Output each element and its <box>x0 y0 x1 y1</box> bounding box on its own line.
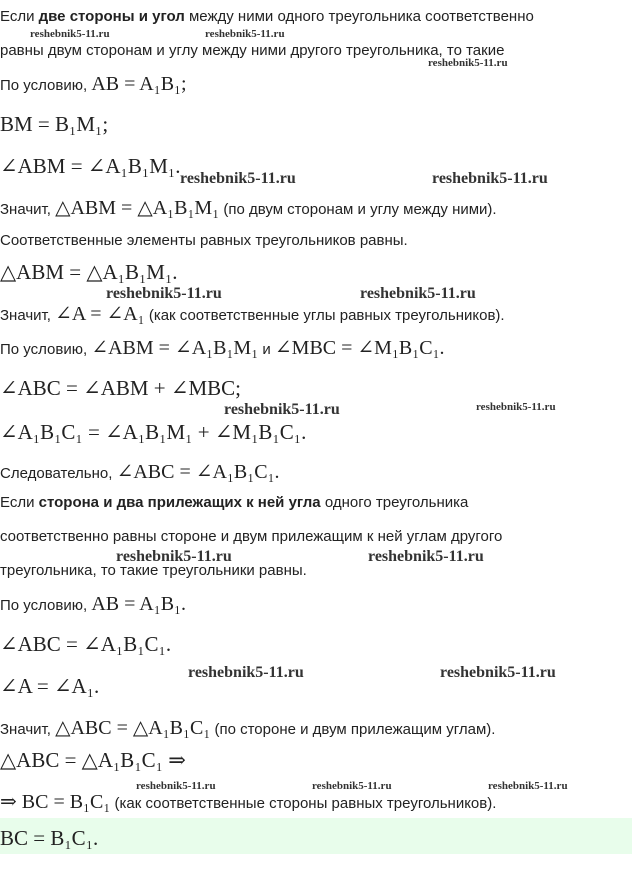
theorem-1-line-1: Если две стороны и угол между ними одного треугольника соответственно <box>0 8 534 25</box>
watermark: reshebnik5-11.ru <box>368 548 484 565</box>
given-bm: BM = B₁M₁; <box>0 112 109 136</box>
watermark: reshebnik5-11.ru <box>432 170 548 187</box>
given-angles-abm-mbc: По условию, ∠ABM = ∠A₁B₁M₁ и ∠MBC = ∠M₁B₁C₁. <box>0 337 445 359</box>
theorem-1-line-2: равны двум сторонам и углу между ними другого треугольника, то такие <box>0 42 505 59</box>
angle-abc-sum: ∠ABC = ∠ABM + ∠MBC; <box>0 376 242 400</box>
watermark: reshebnik5-11.ru <box>116 548 232 565</box>
given-angle-abc: ∠ABC = ∠A₁B₁C₁. <box>0 632 172 656</box>
watermark: reshebnik5-11.ru <box>205 28 285 40</box>
given-ab: По условию, AB = A₁B₁; <box>0 73 187 95</box>
corresponding-elements-note: Соответственные элементы равных треугольников равны. <box>0 232 408 249</box>
theorem-2-line-3: треугольника, то такие треугольники равны. <box>0 562 307 579</box>
watermark: reshebnik5-11.ru <box>440 664 556 681</box>
watermark: reshebnik5-11.ru <box>30 28 110 40</box>
watermark: reshebnik5-11.ru <box>224 401 340 418</box>
watermark: reshebnik5-11.ru <box>136 780 216 792</box>
triangles-abc-implies: △ABC = △A₁B₁C₁ ⇒ <box>0 748 186 772</box>
watermark: reshebnik5-11.ru <box>360 285 476 302</box>
watermark: reshebnik5-11.ru <box>188 664 304 681</box>
conclusion-abc-congruent: Значит, △ABC = △A₁B₁C₁ (по стороне и двум прилежащим углам). <box>0 717 496 739</box>
triangles-abm-equal: △ABM = △A₁B₁M₁. <box>0 260 178 284</box>
angle-a1b1c1-sum: ∠A₁B₁C₁ = ∠A₁B₁M₁ + ∠M₁B₁C₁. <box>0 420 307 444</box>
conclusion-bc-sides: ⇒ BC = B₁C₁ (как соответственные стороны равных треугольников). <box>0 791 497 813</box>
watermark: reshebnik5-11.ru <box>106 285 222 302</box>
watermark: reshebnik5-11.ru <box>428 57 508 69</box>
watermark: reshebnik5-11.ru <box>180 170 296 187</box>
given-angle-a: ∠A = ∠A₁. <box>0 674 100 698</box>
watermark: reshebnik5-11.ru <box>488 780 568 792</box>
theorem-2-line-1: Если сторона и два прилежащих к ней угла одного треугольника <box>0 494 469 511</box>
given-ab-2: По условию, AB = A₁B₁. <box>0 593 187 615</box>
theorem-2-line-2: соответственно равны стороне и двум прилежащим к ней углам другого <box>0 528 503 545</box>
conclusion-angle-abc: Следовательно, ∠ABC = ∠A₁B₁C₁. <box>0 461 280 483</box>
watermark: reshebnik5-11.ru <box>476 401 556 413</box>
conclusion-angle-a: Значит, ∠A = ∠A₁ (как соответственные углы равных треугольников). <box>0 303 505 325</box>
final-answer: BC = B₁C₁. <box>0 826 99 850</box>
given-angle-abm: ∠ABM = ∠A₁B₁M₁. <box>0 154 181 178</box>
conclusion-abm-congruent: Значит, △ABM = △A₁B₁M₁ (по двум сторонам и углу между ними). <box>0 197 497 219</box>
watermark: reshebnik5-11.ru <box>312 780 392 792</box>
